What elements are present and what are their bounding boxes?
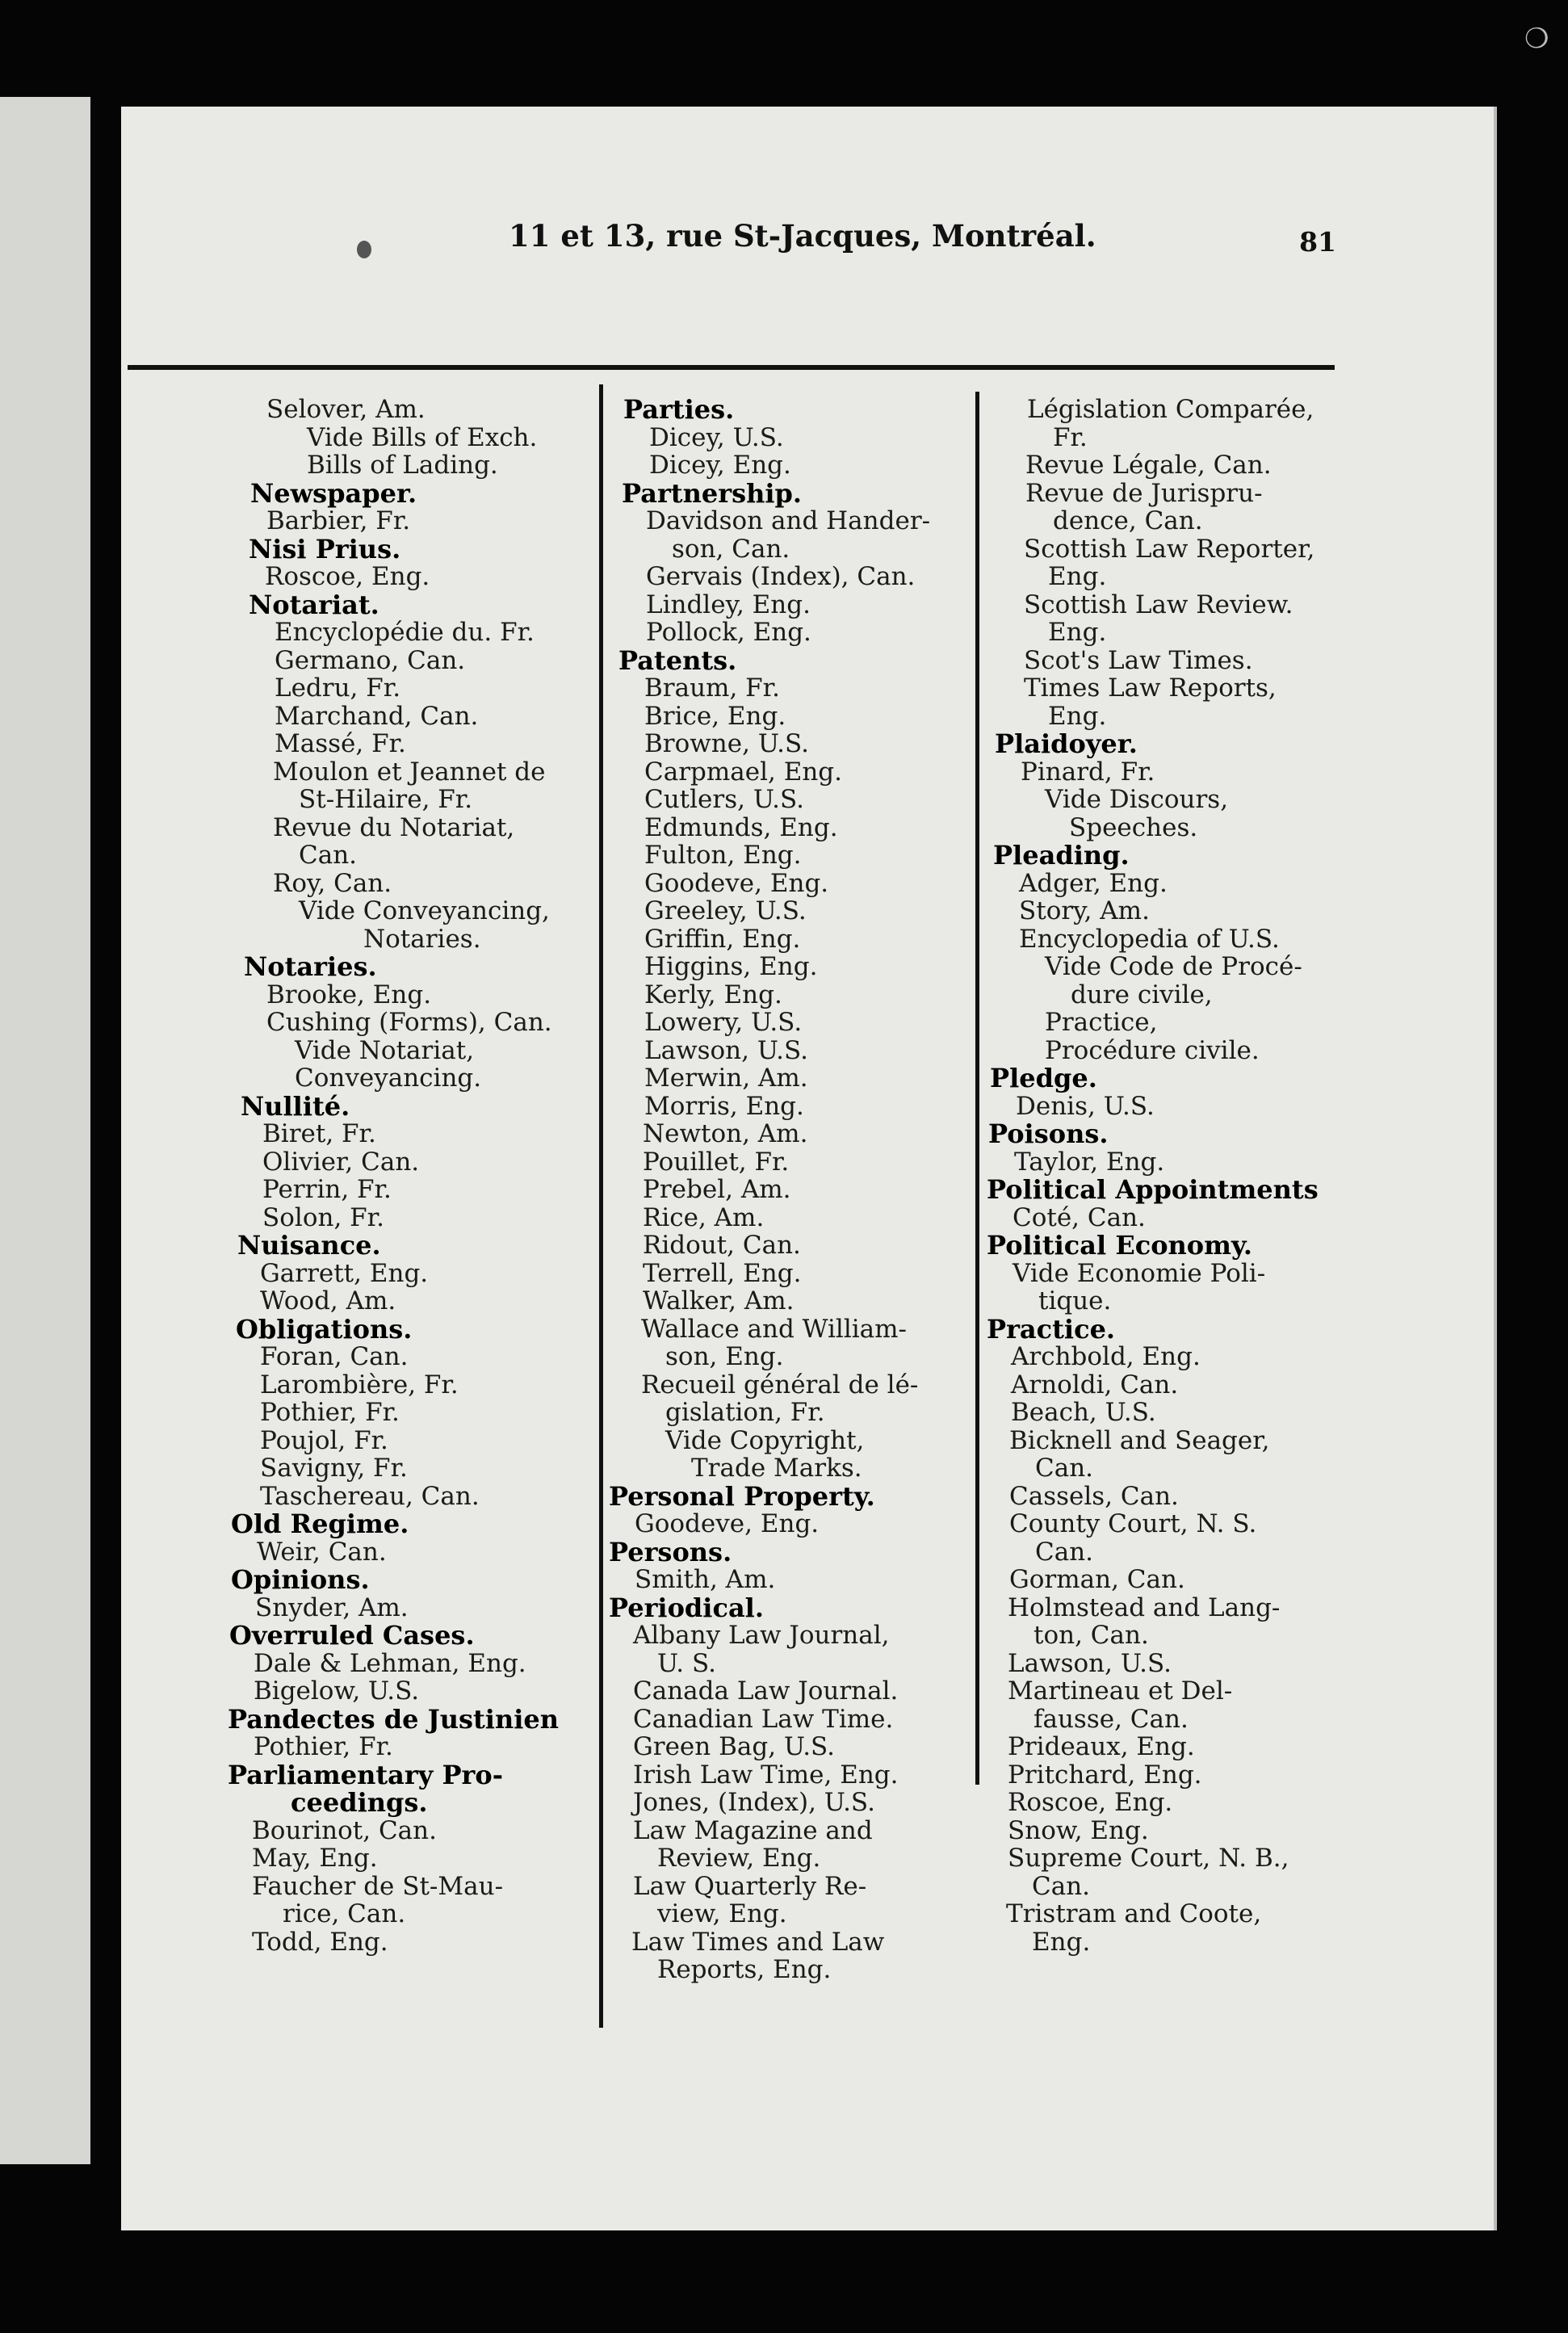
- column-divider-1: [599, 384, 603, 2028]
- index-subentry: Terrell, Eng.: [643, 1258, 802, 1288]
- index-subentry: Newton, Am.: [643, 1119, 808, 1148]
- index-heading: ceedings.: [291, 1787, 428, 1818]
- index-subentry: Dicey, U.S.: [649, 422, 784, 452]
- index-subentry: Dicey, Eng.: [649, 451, 791, 480]
- index-subentry: Encyclopédie du. Fr.: [275, 618, 535, 647]
- index-subentry: U. S.: [657, 1648, 716, 1678]
- index-subentry: Savigny, Fr.: [260, 1454, 408, 1483]
- page-number: 81: [1299, 226, 1336, 258]
- index-subentry: Vide Economie Poli-: [1012, 1258, 1266, 1288]
- index-subentry: Canadian Law Time.: [633, 1704, 894, 1734]
- index-subentry: Can.: [1035, 1454, 1094, 1483]
- index-heading: Opinions.: [231, 1564, 370, 1595]
- index-subentry: Faucher de St-Mau-: [252, 1871, 504, 1901]
- index-subentry: Taschereau, Can.: [260, 1481, 480, 1511]
- index-subentry: Lindley, Eng.: [646, 590, 811, 619]
- index-subentry: Fr.: [1053, 422, 1088, 452]
- index-heading: Nisi Prius.: [249, 533, 401, 564]
- index-heading: Patents.: [618, 644, 737, 676]
- index-subentry: Pollock, Eng.: [646, 618, 811, 647]
- index-subentry: Bicknell and Seager,: [1009, 1425, 1270, 1455]
- index-heading: Poisons.: [988, 1118, 1109, 1149]
- index-subentry: Lowery, U.S.: [644, 1008, 803, 1037]
- index-subentry: Martineau et Del-: [1008, 1676, 1233, 1706]
- index-subentry: Can.: [1035, 1537, 1094, 1567]
- index-subentry: Review, Eng.: [657, 1844, 821, 1873]
- index-subentry: Cushing (Forms), Can.: [266, 1008, 552, 1037]
- index-subentry: Braum, Fr.: [644, 673, 780, 703]
- index-subentry: view, Eng.: [657, 1899, 787, 1928]
- index-heading: Obligations.: [236, 1313, 413, 1345]
- index-subentry: Carpmael, Eng.: [644, 757, 843, 787]
- index-subentry: Vide Discours,: [1045, 785, 1229, 814]
- index-subentry: Poujol, Fr.: [260, 1425, 388, 1455]
- index-column-3: [987, 396, 1342, 1956]
- index-heading: Partnership.: [622, 477, 803, 509]
- index-heading: Persons.: [609, 1536, 732, 1567]
- index-subentry: Bigelow, U.S.: [254, 1676, 420, 1706]
- index-subentry: Browne, U.S.: [644, 729, 809, 758]
- index-subentry: Pinard, Fr.: [1021, 757, 1155, 787]
- index-heading: Overruled Cases.: [229, 1620, 475, 1651]
- index-column-1: [226, 396, 589, 1956]
- index-subentry: Ridout, Can.: [643, 1231, 801, 1260]
- index-subentry: Revue de Jurispru-: [1025, 478, 1263, 508]
- index-subentry: Notaries.: [363, 924, 481, 954]
- adjacent-page-edge: [0, 97, 90, 2164]
- index-subentry: Supreme Court, N. B.,: [1008, 1844, 1289, 1873]
- index-subentry: Can.: [299, 841, 358, 870]
- index-subentry: Trade Marks.: [691, 1454, 862, 1483]
- index-subentry: tique.: [1038, 1286, 1112, 1315]
- header-rule: [128, 365, 1335, 370]
- index-subentry: Gorman, Can.: [1009, 1565, 1185, 1594]
- index-subentry: Wood, Am.: [260, 1286, 396, 1315]
- index-subentry: Fulton, Eng.: [644, 841, 802, 870]
- index-subentry: Recueil général de lé-: [641, 1370, 919, 1399]
- index-subentry: Brice, Eng.: [644, 701, 786, 731]
- index-subentry: fausse, Can.: [1033, 1704, 1189, 1734]
- index-subentry: Massé, Fr.: [275, 729, 406, 758]
- index-subentry: Solon, Fr.: [262, 1202, 384, 1232]
- index-heading: Notariat.: [249, 589, 379, 620]
- index-subentry: Eng.: [1048, 618, 1107, 647]
- index-subentry: Revue du Notariat,: [273, 812, 515, 842]
- index-subentry: Eng.: [1048, 701, 1107, 731]
- index-subentry: Goodeve, Eng.: [635, 1509, 820, 1538]
- index-subentry: Marchand, Can.: [275, 701, 479, 731]
- index-subentry: Larombière, Fr.: [260, 1370, 459, 1399]
- index-heading: Personal Property.: [609, 1480, 875, 1512]
- index-subentry: Merwin, Am.: [644, 1064, 808, 1093]
- index-subentry: Practice,: [1045, 1008, 1158, 1037]
- index-subentry: Législation Comparée,: [1027, 395, 1314, 424]
- index-subentry: Canada Law Journal.: [633, 1676, 899, 1706]
- index-subentry: Snyder, Am.: [255, 1592, 409, 1622]
- index-subentry: Biret, Fr.: [262, 1119, 376, 1148]
- index-subentry: Coté, Can.: [1012, 1202, 1146, 1232]
- index-subentry: Vide Code de Procé-: [1045, 952, 1302, 981]
- index-subentry: gislation, Fr.: [665, 1398, 825, 1427]
- index-heading: Nuisance.: [237, 1230, 381, 1261]
- index-heading: Old Regime.: [231, 1508, 409, 1539]
- index-subentry: Law Quarterly Re-: [633, 1871, 867, 1901]
- index-subentry: Jones, (Index), U.S.: [633, 1788, 875, 1817]
- index-subentry: Denis, U.S.: [1016, 1091, 1155, 1121]
- index-subentry: Perrin, Fr.: [262, 1175, 392, 1204]
- index-subentry: Morris, Eng.: [644, 1091, 804, 1121]
- index-subentry: Cutlers, U.S.: [644, 785, 804, 814]
- page-edge-shadow: [1494, 107, 1497, 2230]
- index-heading: Newspaper.: [250, 477, 417, 509]
- index-subentry: Beach, U.S.: [1011, 1398, 1156, 1427]
- index-subentry: Pothier, Fr.: [260, 1398, 400, 1427]
- index-subentry: Vide Copyright,: [665, 1425, 865, 1455]
- index-heading: Plaidoyer.: [995, 728, 1138, 759]
- index-subentry: Lawson, U.S.: [644, 1035, 808, 1065]
- index-subentry: Scottish Law Reporter,: [1024, 534, 1315, 564]
- index-subentry: Scottish Law Review.: [1024, 590, 1293, 619]
- index-subentry: ton, Can.: [1033, 1621, 1149, 1650]
- index-subentry: Weir, Can.: [257, 1537, 387, 1567]
- index-subentry: Brooke, Eng.: [266, 980, 432, 1009]
- index-subentry: Bourinot, Can.: [252, 1815, 437, 1845]
- index-subentry: Dale & Lehman, Eng.: [254, 1648, 526, 1678]
- index-subentry: St-Hilaire, Fr.: [299, 785, 473, 814]
- index-subentry: Moulon et Jeannet de: [273, 757, 546, 787]
- index-subentry: Greeley, U.S.: [644, 896, 807, 925]
- index-subentry: Speeches.: [1069, 812, 1198, 842]
- index-subentry: Higgins, Eng.: [644, 952, 818, 981]
- index-subentry: Roscoe, Eng.: [1008, 1788, 1173, 1817]
- index-subentry: Todd, Eng.: [252, 1927, 388, 1957]
- index-subentry: Walker, Am.: [643, 1286, 794, 1315]
- index-subentry: Olivier, Can.: [262, 1147, 420, 1177]
- index-heading: Parties.: [623, 394, 735, 425]
- index-subentry: Law Magazine and: [633, 1815, 873, 1845]
- index-subentry: Ledru, Fr.: [275, 673, 401, 703]
- index-subentry: Law Times and Law: [631, 1927, 885, 1957]
- index-column-2: [607, 396, 962, 1984]
- index-subentry: Holmstead and Lang-: [1008, 1592, 1281, 1622]
- index-subentry: Griffin, Eng.: [644, 924, 801, 954]
- index-subentry: Adger, Eng.: [1019, 868, 1168, 898]
- index-subentry: Revue Légale, Can.: [1025, 451, 1272, 480]
- running-header: [129, 218, 1336, 275]
- header-address: 11 et 13, rue St-Jacques, Montréal.: [509, 218, 1096, 254]
- index-subentry: Roscoe, Eng.: [265, 562, 430, 591]
- index-subentry: Vide Conveyancing,: [299, 896, 550, 925]
- index-heading: Practice.: [987, 1313, 1116, 1345]
- index-subentry: Prebel, Am.: [643, 1175, 791, 1204]
- index-heading: Pleading.: [993, 840, 1130, 871]
- index-subentry: dence, Can.: [1053, 506, 1203, 535]
- index-subentry: Can.: [1032, 1871, 1091, 1901]
- index-subentry: Edmunds, Eng.: [644, 812, 838, 842]
- corner-mark: ❍: [1524, 23, 1549, 55]
- index-subentry: Wallace and William-: [641, 1314, 907, 1344]
- index-subentry: Tristram and Coote,: [1006, 1899, 1262, 1928]
- index-subentry: Smith, Am.: [635, 1565, 776, 1594]
- index-heading: Political Appointments: [987, 1174, 1319, 1205]
- index-subentry: son, Can.: [672, 534, 790, 564]
- index-subentry: Kerly, Eng.: [644, 980, 782, 1009]
- index-subentry: Conveyancing.: [295, 1064, 482, 1093]
- index-subentry: Archbold, Eng.: [1011, 1342, 1201, 1371]
- index-subentry: Irish Law Time, Eng.: [633, 1760, 899, 1790]
- index-subentry: Vide Notariat,: [295, 1035, 475, 1065]
- index-subentry: Lawson, U.S.: [1008, 1648, 1172, 1678]
- index-subentry: Selover, Am.: [266, 395, 426, 424]
- index-subentry: May, Eng.: [252, 1844, 378, 1873]
- index-subentry: Barbier, Fr.: [266, 506, 411, 535]
- index-subentry: Germano, Can.: [275, 645, 466, 675]
- index-heading: Notaries.: [244, 951, 377, 982]
- index-subentry: Rice, Am.: [643, 1202, 765, 1232]
- index-heading: Political Economy.: [987, 1230, 1253, 1261]
- index-subentry: Taylor, Eng.: [1014, 1147, 1165, 1177]
- index-subentry: Foran, Can.: [260, 1342, 409, 1371]
- index-subentry: dure civile,: [1071, 980, 1213, 1009]
- index-heading: Parliamentary Pro-: [228, 1759, 503, 1790]
- index-subentry: Green Bag, U.S.: [633, 1732, 836, 1761]
- index-subentry: Prideaux, Eng.: [1008, 1732, 1195, 1761]
- index-subentry: Pritchard, Eng.: [1008, 1760, 1202, 1790]
- index-subentry: son, Eng.: [665, 1342, 784, 1371]
- index-subentry: Reports, Eng.: [657, 1955, 832, 1984]
- index-subentry: Encyclopedia of U.S.: [1019, 924, 1280, 954]
- index-subentry: Times Law Reports,: [1024, 673, 1277, 703]
- index-subentry: Gervais (Index), Can.: [646, 562, 916, 591]
- index-subentry: Arnoldi, Can.: [1011, 1370, 1179, 1399]
- index-subentry: rice, Can.: [283, 1899, 406, 1928]
- column-divider-2: [975, 392, 979, 1785]
- index-subentry: Vide Bills of Exch.: [307, 422, 538, 452]
- index-heading: Pledge.: [990, 1063, 1097, 1093]
- index-subentry: Bills of Lading.: [307, 451, 498, 480]
- index-subentry: Eng.: [1048, 562, 1107, 591]
- index-subentry: Albany Law Journal,: [633, 1621, 890, 1650]
- index-subentry: Story, Am.: [1019, 896, 1150, 925]
- index-subentry: Eng.: [1032, 1927, 1091, 1957]
- index-heading: Pandectes de Justinien: [228, 1703, 559, 1735]
- index-heading: Nullité.: [241, 1090, 350, 1122]
- index-subentry: Pouillet, Fr.: [643, 1147, 790, 1177]
- index-subentry: Procédure civile.: [1045, 1035, 1260, 1065]
- index-subentry: Cassels, Can.: [1009, 1481, 1179, 1511]
- index-subentry: Roy, Can.: [273, 868, 392, 898]
- index-subentry: Scot's Law Times.: [1024, 645, 1253, 675]
- index-subentry: Garrett, Eng.: [260, 1258, 429, 1288]
- index-subentry: Goodeve, Eng.: [644, 868, 829, 898]
- index-subentry: Snow, Eng.: [1008, 1815, 1149, 1845]
- index-subentry: County Court, N. S.: [1009, 1509, 1257, 1538]
- index-subentry: Davidson and Hander-: [646, 506, 931, 535]
- index-subentry: Pothier, Fr.: [254, 1732, 393, 1761]
- index-heading: Periodical.: [609, 1592, 764, 1623]
